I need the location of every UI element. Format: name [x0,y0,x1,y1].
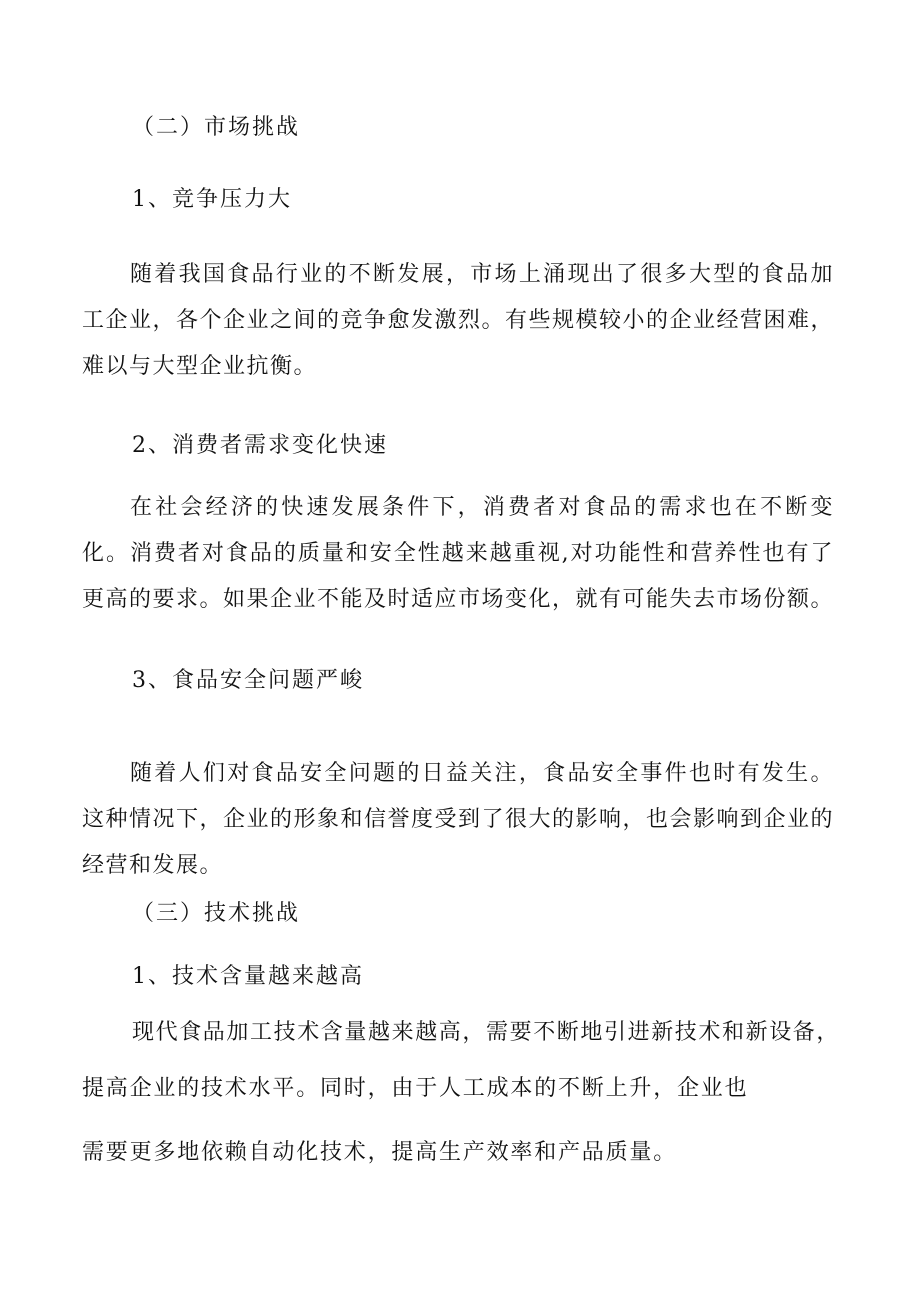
paragraph-tech-line-1: 现代食品加工技术含量越来越高，需要不断地引进新技术和新设备， [132,1020,841,1045]
item-heading-food-safety: 3、食品安全问题严峻 [132,668,364,693]
item-heading-competition: 1、竞争压力大 [132,187,292,212]
section-heading-market: （二）市场挑战 [132,115,301,140]
section-heading-technology: （三）技术挑战 [132,901,301,926]
paragraph-consumer-demand: 在社会经济的快速发展条件下，消费者对食品的需求也在不断变化。消费者对食品的质量和安全性越来越重视,对功能性和营养性也有了更高的要求。如果企业不能及时适应市场变化，就有可能失去市场份额。 [82,495,835,612]
paragraph-food-safety: 随着人们对食品安全问题的日益关注，食品安全事件也时有发生。这种情况下，企业的形象和信誉度受到了很大的影响，也会影响到企业的经营和发展。 [82,761,835,878]
paragraph-competition: 随着我国食品行业的不断发展，市场上涌现出了很多大型的食品加工企业，各个企业之间的竞争愈发激烈。有些规模较小的企业经营困难，难以与大型企业抗衡。 [82,262,835,379]
paragraph-tech-line-2: 提高企业的技术水平。同时，由于人工成本的不断上升，企业也 [82,1076,749,1101]
item-heading-tech-content: 1、技术含量越来越高 [132,964,364,989]
item-heading-consumer-demand: 2、消费者需求变化快速 [132,433,388,458]
paragraph-tech-line-3: 需要更多地依赖自动化技术，提高生产效率和产品质量。 [82,1140,678,1165]
